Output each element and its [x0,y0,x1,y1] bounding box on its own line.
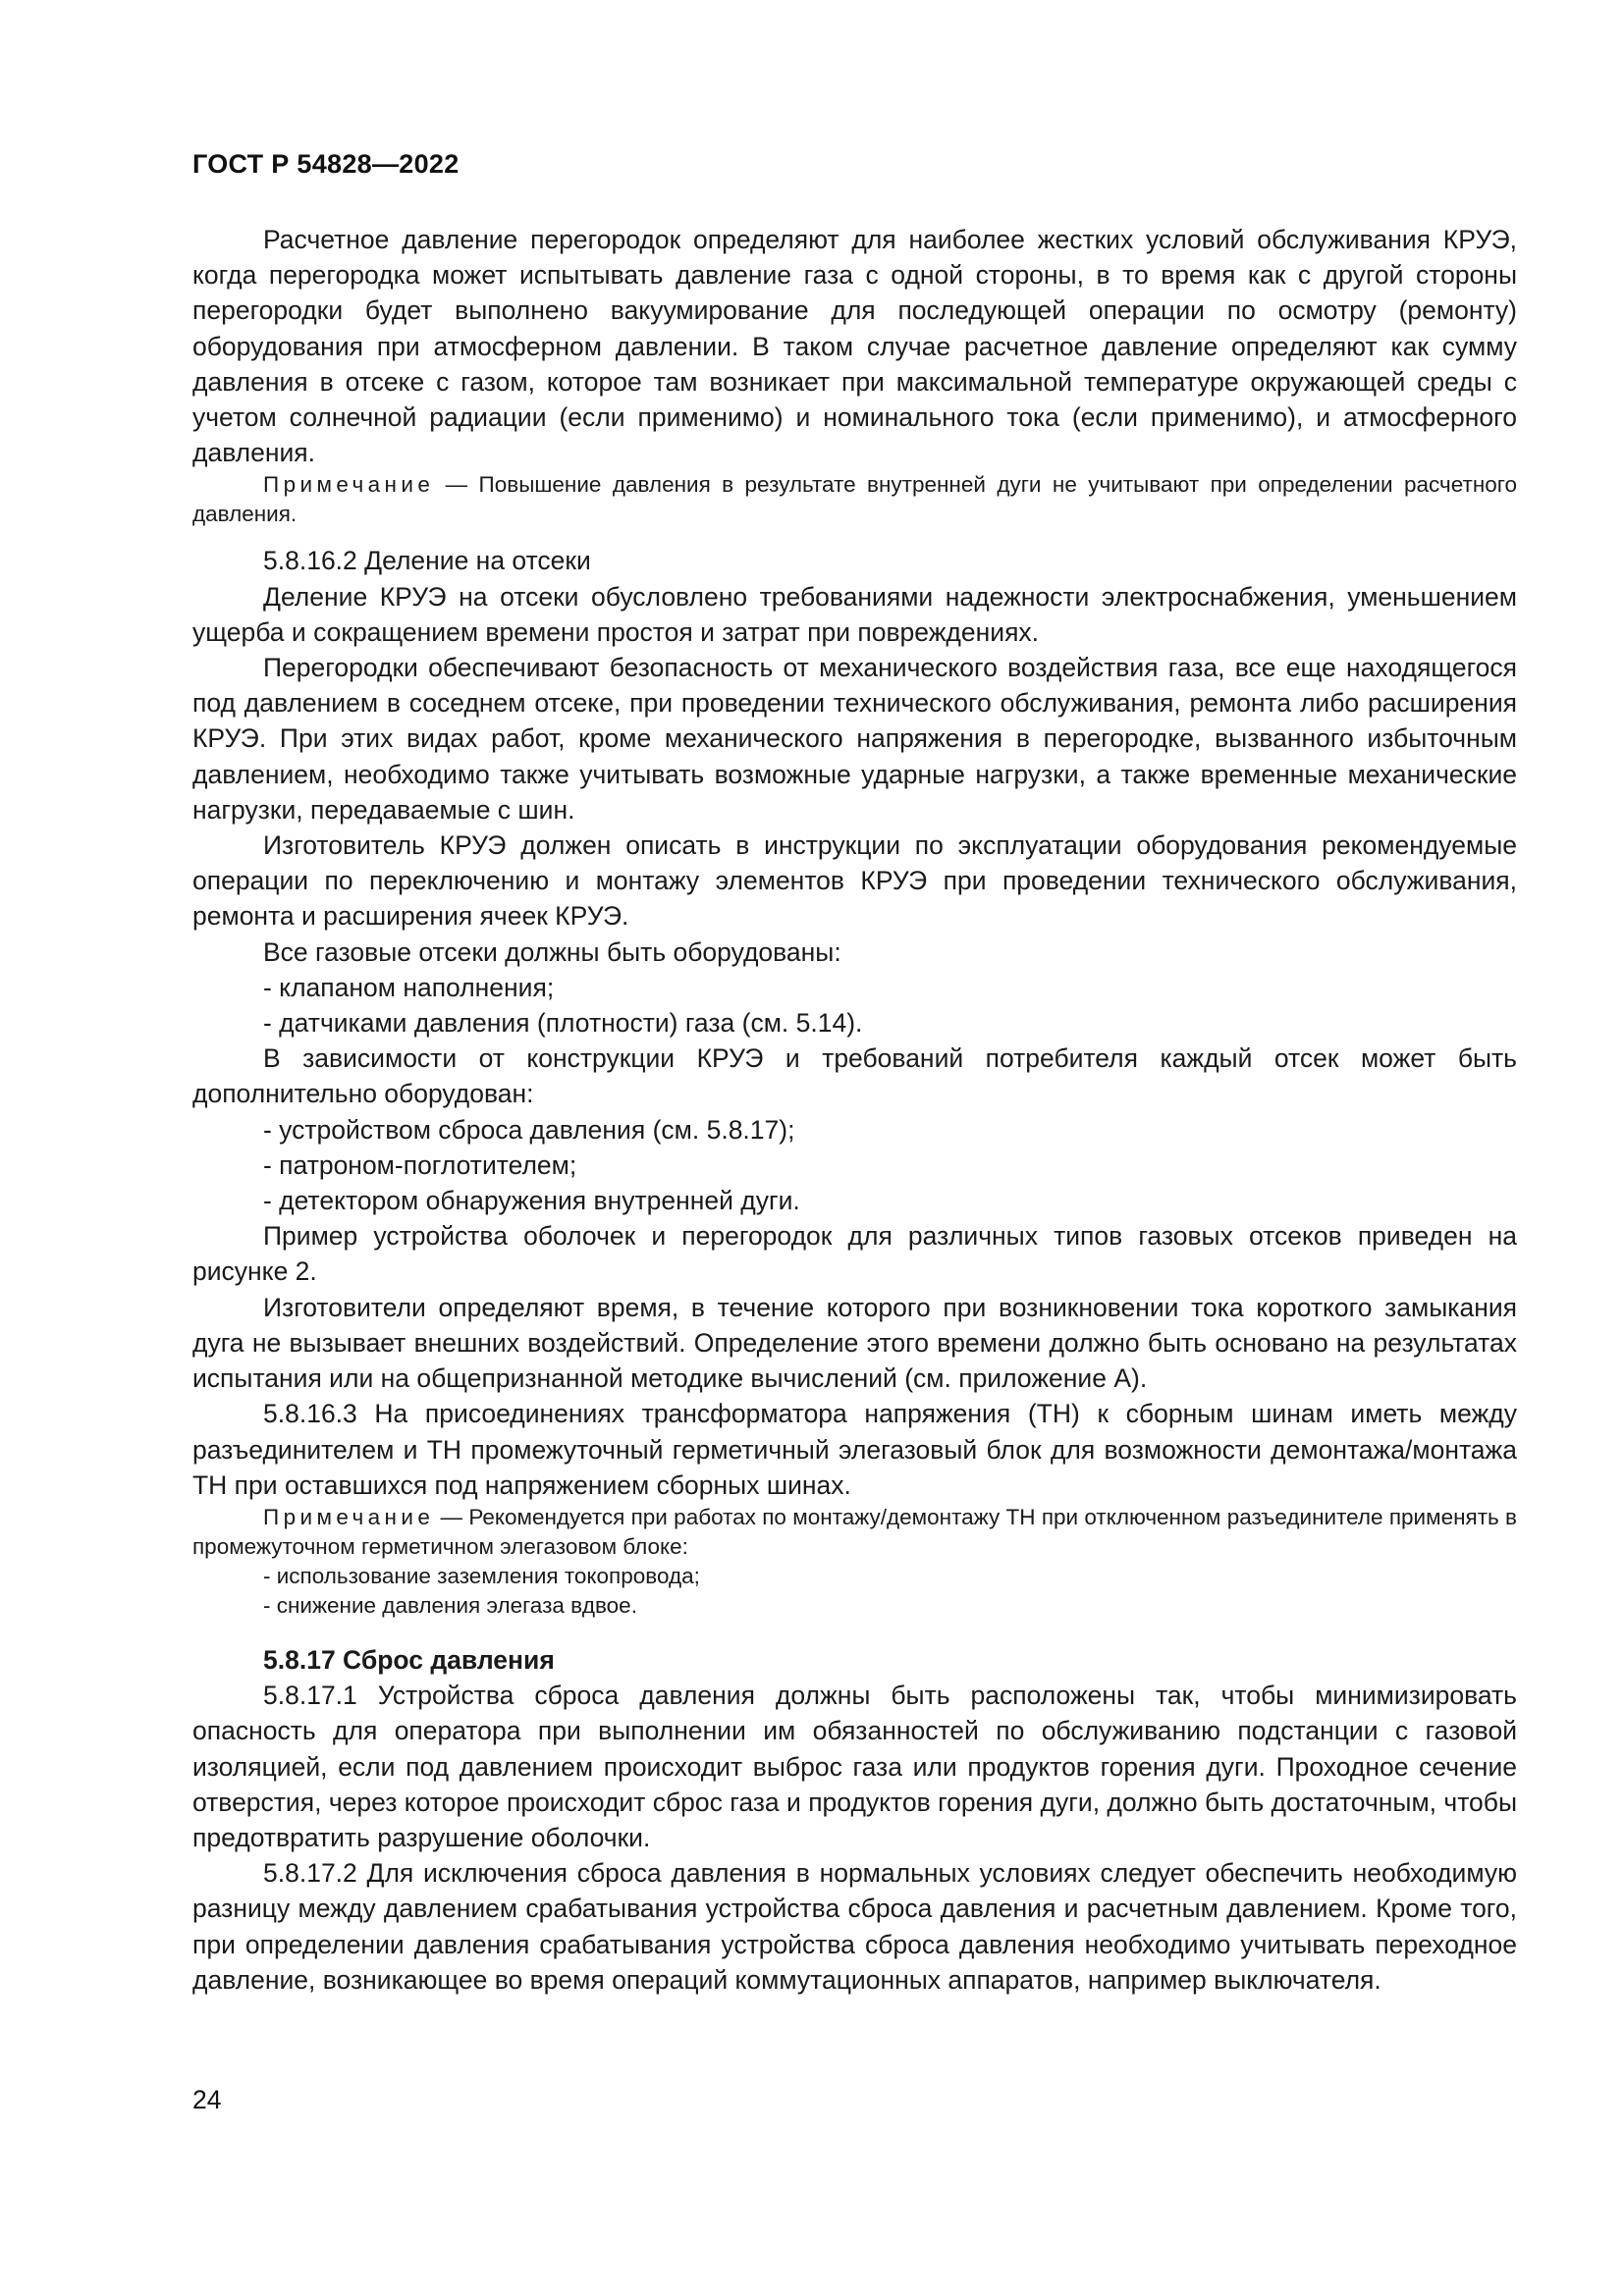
paragraph: 5.8.17.1 Устройства сброса давления должны быть расположены так, чтобы минимизировать опасность для оператора при выполнении им обязанностей по обслуживанию подстанции с газовой изоляцией, если под давлением происходит выброс газа или продуктов горения дуги. Проходное сечение отверстия, через которое происходит сброс газа и продуктов горения дуги, должно быть достаточным, чтобы предотвратить разрушение оболочки. [192,1681,1517,1852]
list-item: - детектором обнаружения внутренней дуги. [263,1186,800,1216]
paragraph: Перегородки обеспечивают безопасность от механического воздействия газа, все еще находящегося под давлением в соседнем отсеке, при проведении технического обслуживания, ремонта либо расширения КРУЭ. При этих видах работ, кроме механического напряжения в перегородке, вызванного избыточным давлением, необходимо также учитывать возможные ударные нагрузки, а также временные механические нагрузки, передаваемые с шин. [192,653,1517,825]
note-text: — Повышение давления в результате внутренней дуги не учитывают при определении расчетного давления. [192,472,1517,527]
paragraph: Деление КРУЭ на отсеки обусловлено требованиями надежности электроснабжения, уменьшением ущерба и сокращением времени простоя и затрат при повреждениях. [192,581,1517,647]
paragraph: В зависимости от конструкции КРУЭ и требований потребителя каждый отсек может быть дополнительно оборудован: [192,1043,1517,1109]
paragraph: Все газовые отсеки должны быть оборудованы: [263,936,841,967]
document-body [192,222,1517,1998]
note [192,1503,1517,1562]
paragraph: Изготовители определяют время, в течение которого при возникновении тока короткого замыкания дуга не вызывает внешних воздействий. Определение этого времени должно быть основано на результатах испытания или на общепризнанной методике вычислений (см. приложение А). [192,1292,1517,1394]
note-label: Примечание [263,1504,435,1529]
note-label: Примечание [263,472,435,498]
paragraph: 5.8.16.3 На присоединениях трансформатора напряжения (ТН) к сборным шинам иметь между разъединителем и ТН промежуточный герметичный элегазовый блок для возможности демонтажа/монтажа ТН при оставшихся под напряжением сборных шинах. [192,1399,1517,1500]
paragraph: Пример устройства оболочек и перегородок для различных типов газовых отсеков приведен на рисунке 2. [192,1221,1517,1287]
page-number: 24 [192,2085,222,2114]
list-item: - устройством сброса давления (см. 5.8.17); [263,1114,795,1145]
note-list-item: - снижение давления элегаза вдвое. [263,1592,637,1618]
paragraph: Расчетное давление перегородок определяют для наиболее жестких условий обслуживания КРУЭ, когда перегородка может испытывать давление газа с одной стороны, в то время как с другой стороны перегородки будет выполнено вакуумирование для последующей операции по осмотру (ремонту) оборудования при атмосферном давлении. В таком случае расчетное давление определяют как сумму давления в отсеке с газом, которое там возникает при максимальной температуре окружающей среды с учетом солнечной радиации (если применимо) и номинального тока (если применимо), и атмосферного давления. [192,225,1517,468]
section-heading: 5.8.17 Сброс давления [263,1644,555,1675]
note-list-item: - использование заземления токопровода; [263,1563,700,1588]
paragraph: 5.8.17.2 Для исключения сброса давления в нормальных условиях следует обеспечить необходимую разницу между давлением срабатывания устройства сброса давления и расчетным давлением. Кроме того, при определении давления срабатывания устройства сброса давления необходимо учитывать переходное давление, возникающее во время операций коммутационных аппаратов, например выключателя. [192,1858,1517,1995]
list-item: - патроном-поглотителем; [263,1149,577,1180]
list-item: - датчиками давления (плотности) газа (см. 5.14). [263,1008,863,1039]
document-header: ГОСТ Р 54828—2022 [192,149,460,179]
note [192,470,1517,529]
note-text: — Рекомендуется при работах по монтажу/демонтажу ТН при отключенном разъединителе применять в промежуточном герметичном элегазовом блоке: [192,1504,1517,1559]
section-heading: 5.8.16.2 Деление на отсеки [263,546,591,576]
paragraph: Изготовитель КРУЭ должен описать в инструкции по эксплуатации оборудования рекомендуемые операции по переключению и монтажу элементов КРУЭ при проведении технического обслуживания, ремонта и расширения ячеек КРУЭ. [192,830,1517,932]
list-item: - клапаном наполнения; [263,972,555,1002]
